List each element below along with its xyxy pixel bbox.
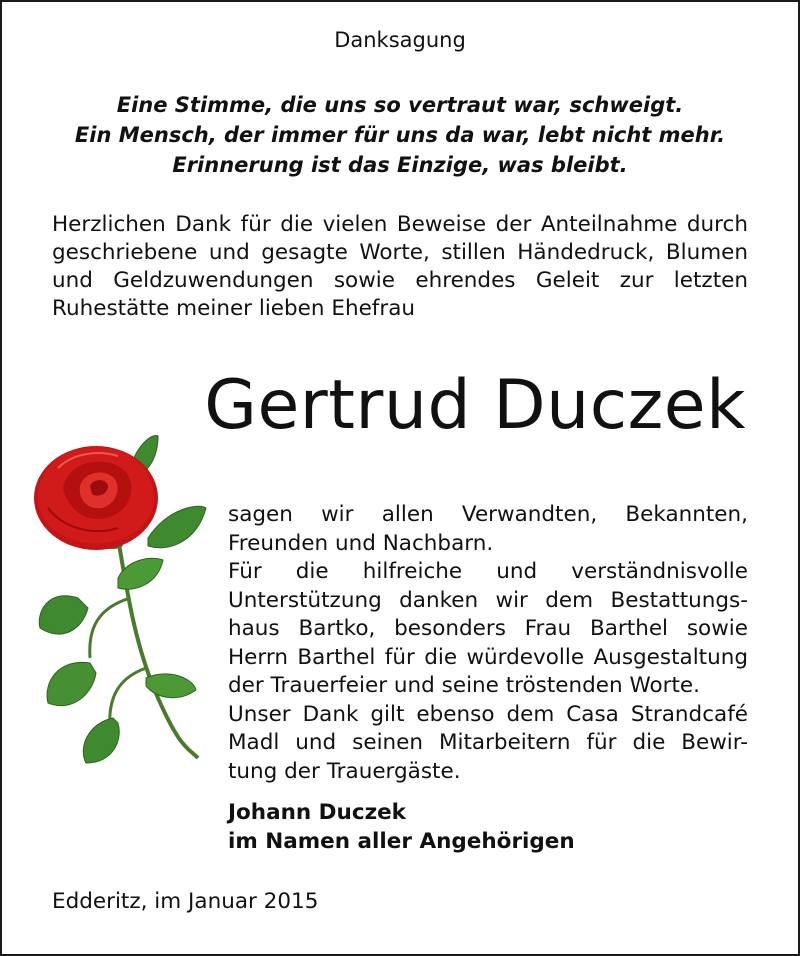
memorial-quote (0, 90, 800, 180)
intro-line: Herzlichen Dank für die vielen Beweise der Anteilnahme durch (52, 212, 748, 237)
body-line: der Trauerfeier und seine tröstenden Worte. (228, 673, 700, 698)
body-line: Unser Dank gilt ebenso dem Casa Strandcafé (228, 701, 748, 727)
intro-paragraph (52, 211, 748, 323)
signature-block (228, 798, 575, 856)
intro-line: und Geldzuwendungen sowie ehrendes Geleit zur letzten (52, 268, 748, 293)
body-line: haus Bartko, besonders Frau Barthel sowie (228, 616, 748, 641)
rose-image (18, 428, 218, 768)
signer-name: Johann Duczek (228, 800, 406, 825)
quote-line-2: Ein Mensch, der immer für uns da war, lebt nicht mehr. (74, 123, 726, 147)
notice-heading: Danksagung (334, 28, 466, 52)
body-line: Herrn Barthel für die würdevolle Ausgestaltung (228, 644, 748, 670)
body-line: tung der Trauergäste. (228, 758, 461, 784)
body-line: Freunden und Nachbarn. (228, 530, 494, 556)
intro-line: geschriebene und gesagte Worte, stillen Händedruck, Blumen (52, 240, 748, 265)
body-line: Für die hilfreiche und verständnisvolle (228, 559, 748, 584)
body-line: Unterstützung danken wir dem Bestattungs- (228, 587, 748, 613)
place-date: Edderitz, im Januar 2015 (52, 889, 319, 914)
intro-line: Ruhestätte meiner lieben Ehefrau (52, 296, 416, 321)
body-line: sagen wir allen Verwandten, Bekannten, (228, 502, 748, 527)
quote-line-3: Erinnerung ist das Einzige, was bleibt. (172, 153, 628, 177)
deceased-name: Gertrud Duczek (204, 366, 746, 445)
thanks-paragraph (228, 501, 748, 786)
signer-note: im Namen aller Angehörigen (228, 829, 575, 854)
quote-line-1: Eine Stimme, die uns so vertraut war, schweigt. (116, 93, 684, 117)
body-line: Madl und seinen Mitarbeitern für die Bewir- (228, 730, 748, 755)
